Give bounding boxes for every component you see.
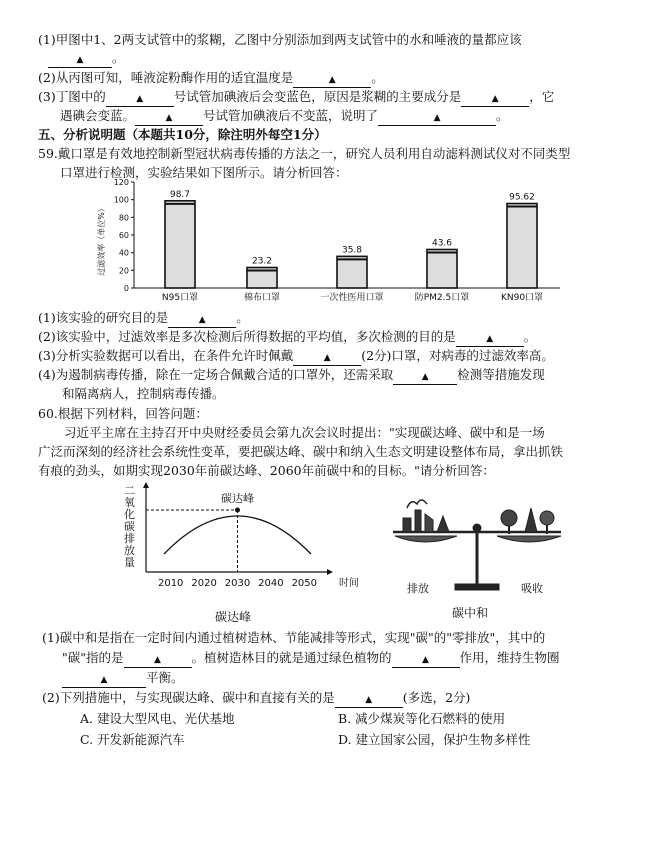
x-tick-label: 2020 xyxy=(191,578,217,589)
q59-sub4-line1: (4)为遏制病毒传播，除在一定场合佩戴合适的口罩外，还需采取 ▲ 检测等措施发现 xyxy=(38,367,545,385)
x-axis-arrow xyxy=(327,569,333,575)
bar-value-label: 35.8 xyxy=(341,245,363,256)
option-a: A. 建设大型风电、光伏基地 xyxy=(80,711,235,726)
x-tick-label: 2030 xyxy=(224,578,251,589)
y-tick-label: 60 xyxy=(118,231,129,240)
carbon-peak-caption: 碳达峰 xyxy=(215,610,252,624)
answer-blank[interactable]: ▲ xyxy=(168,311,236,328)
category-label: KN90口罩 xyxy=(500,293,544,303)
q60-sub1-line2: "碳"指的是 ▲ 。植树造林目的就是通过绿色植物的 ▲ 作用，维持生物圈 xyxy=(62,650,560,668)
y-tick-label: 20 xyxy=(118,266,129,276)
x-tick-label: 2010 xyxy=(157,578,184,589)
section-heading: 五、分析说明题（本题共10分，除注明外每空1分） xyxy=(38,127,327,142)
bar-value-label: 23.2 xyxy=(251,256,273,267)
y-tick-label: 0 xyxy=(123,284,129,293)
y-tick-label: 120 xyxy=(113,178,129,187)
prev-q3-line1: (3)丁图中的 ▲ 号试管加碘液后会变蓝色，原因是浆糊的主要成分是 ▲ ，它 xyxy=(38,89,554,107)
option-d: D. 建立国家公园，保护生物多样性 xyxy=(338,732,531,747)
bar xyxy=(507,204,537,288)
q59-sub2: (2)该实验中，过滤效率是多次检测后所得数据的平均值，多次检测的目的是 ▲ 。 xyxy=(38,329,536,347)
answer-blank[interactable]: ▲ xyxy=(124,651,192,668)
bar xyxy=(427,249,457,288)
option-b: B. 减少煤炭等化石燃料的使用 xyxy=(338,711,506,726)
q60-material-line3: 有痕的劲头，如期实现2030年前碳达峰、2060年前碳中和的目标。"请分析回答： xyxy=(38,463,495,478)
bar xyxy=(337,256,367,288)
q59-sub1: (1)该实验的研究目的是 ▲ 。 xyxy=(38,310,249,328)
q60-sub1-line1: (1)碳中和是指在一定时间内通过植树造林、节能减排等形式，实现"碳"的"零排放"，其中的 xyxy=(42,630,546,645)
q60-heading: 60.根据下列材料，回答问题： xyxy=(38,406,208,421)
answer-blank[interactable]: ▲ xyxy=(48,51,112,68)
y-axis-arrow xyxy=(143,482,149,488)
answer-blank[interactable]: ▲ xyxy=(293,71,371,88)
category-label: 棉布口罩 xyxy=(243,293,281,303)
q59-sub4-line2: 和隔离病人，控制病毒传播。 xyxy=(62,386,225,401)
q59-intro-line1: 59.戴口罩是有效地控制新型冠状病毒传播的方法之一，研究人员利用自动滤料测试仪对不同类型 xyxy=(38,146,571,161)
x-tick-label: 2040 xyxy=(258,578,284,589)
absorption-label: 吸收 xyxy=(521,582,543,595)
bar-value-label: 95.62 xyxy=(509,192,535,203)
y-tick-label: 80 xyxy=(118,213,129,223)
bar-value-label: 98.7 xyxy=(169,189,191,200)
emission-label: 排放 xyxy=(407,582,429,595)
y-axis-label: 过滤效率（单位%） xyxy=(97,204,106,276)
y-tick-label: 100 xyxy=(113,195,129,205)
answer-blank[interactable]: ▲ xyxy=(392,651,460,668)
answer-blank[interactable]: ▲ xyxy=(62,671,146,688)
answer-blank[interactable]: ▲ xyxy=(393,368,457,385)
option-c: C. 开发新能源汽车 xyxy=(80,732,185,747)
answer-blank[interactable]: ▲ xyxy=(106,90,174,107)
prev-q1-line1: (1)甲图中1、2两支试管中的浆糊，乙图中分别添加到两支试管中的水和唾液的量都应该 xyxy=(38,32,522,47)
category-label: N95口罩 xyxy=(161,293,199,303)
category-label: 防PM2.5口罩 xyxy=(414,293,470,303)
answer-blank[interactable]: ▲ xyxy=(378,109,496,126)
x-tick-label: 2050 xyxy=(291,578,318,589)
y-tick-label: 40 xyxy=(118,248,129,258)
y-axis-label: 二氧化碳排放量 xyxy=(124,484,135,569)
answer-blank[interactable]: ▲ xyxy=(293,349,361,366)
bar xyxy=(165,201,195,288)
answer-blank[interactable]: ▲ xyxy=(461,90,529,107)
prev-q1-line2: ▲ 。 xyxy=(48,50,125,68)
category-label: 一次性医用口罩 xyxy=(320,293,384,303)
q59-intro-line2: 口罩进行检测，实验结果如下图所示。请分析回答： xyxy=(60,165,348,180)
peak-label: 碳达峰 xyxy=(221,492,254,505)
prev-q2: (2)从丙图可知，唾液淀粉酶作用的适宜温度是 ▲ 。 xyxy=(38,70,384,88)
carbon-neutral-scale-illustration xyxy=(385,488,570,600)
answer-blank[interactable]: ▲ xyxy=(456,330,524,347)
q60-sub2: (2)下列措施中，与实现碳达峰、碳中和直接有关的是 ▲ (多选，2分) xyxy=(42,690,470,708)
prev-q3-line2: 遇碘会变蓝。 ▲ 号试管加碘液后不变蓝，说明了 ▲ 。 xyxy=(60,108,509,126)
answer-blank[interactable]: ▲ xyxy=(135,109,203,126)
q60-sub1-line3: ▲ 平衡。 xyxy=(62,670,184,688)
x-axis-label: 时间 xyxy=(339,578,359,589)
answer-blank[interactable]: ▲ xyxy=(335,691,403,708)
carbon-neutral-caption: 碳中和 xyxy=(452,606,489,620)
scale-drawing xyxy=(393,500,561,590)
q59-sub3: (3)分析实验数据可以看出，在条件允许时佩戴 ▲ (2分)口罩，对病毒的过滤效率高。 xyxy=(38,348,554,366)
q60-material-line2: 广泛而深刻的经济社会系统性变革，要把碳达峰、碳中和纳入生态文明建设整体布局，拿出抓铁 xyxy=(38,444,564,459)
q60-material-line1: 习近平主席在主持召开中央财经委员会第九次会议时提出："实现碳达峰、碳中和是一场 xyxy=(64,425,545,440)
bar-value-label: 43.6 xyxy=(431,238,453,249)
mask-filtration-bar-chart xyxy=(90,178,570,308)
